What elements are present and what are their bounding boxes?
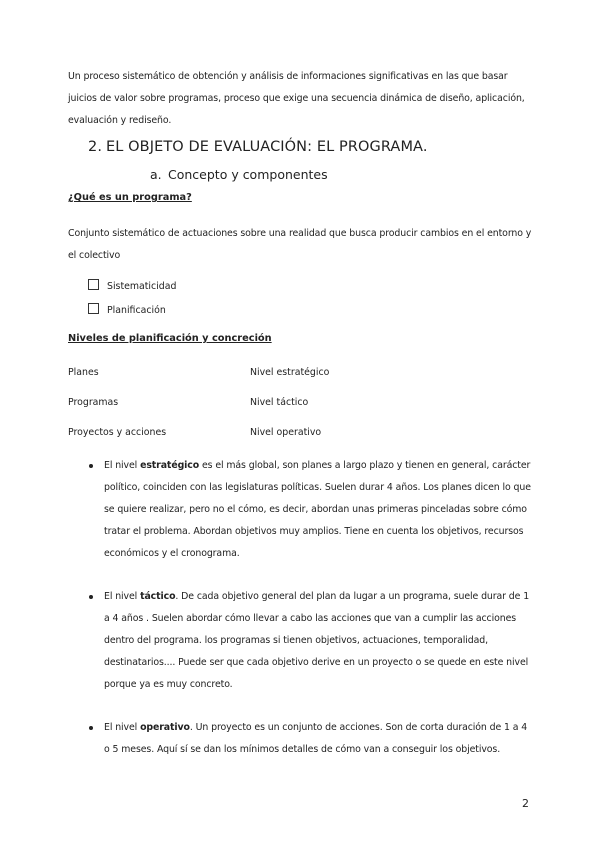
bullet-dot-icon	[89, 595, 93, 599]
levels-row	[68, 397, 309, 408]
levels-row	[68, 427, 322, 438]
levels-value: Nivel estratégico	[250, 367, 330, 378]
checklist-label: Sistematicidad	[107, 281, 177, 292]
subsection-heading	[150, 167, 328, 182]
bullet-text: . De cada objetivo general del plan da lugar a un programa, suele durar de 1 a 4 años . Suelen abordar cómo llevar a cabo las acciones que van a cumplir las acciones dentro del programa. los programas si tienen objetivos, actuaciones, temporalidad, destinatarios.... Puede ser que cada objetivo derive en un proyecto o se quede en este nivel porque ya es muy concreto.	[104, 591, 530, 690]
checkbox-icon[interactable]	[88, 279, 99, 290]
subsection-title: Concepto y componentes	[168, 167, 328, 182]
bullet-list	[104, 455, 534, 782]
page-number: 2	[522, 797, 529, 810]
bullet-item	[104, 455, 534, 565]
checkbox-icon[interactable]	[88, 303, 99, 314]
bullet-bold: estratégico	[140, 460, 200, 471]
bullet-item	[104, 586, 534, 696]
levels-value: Nivel táctico	[250, 397, 309, 408]
bullet-text: El nivel	[104, 591, 141, 602]
bullet-item	[104, 717, 534, 761]
intro-paragraph: Un proceso sistemático de obtención y análisis de informaciones significativas en las que basar juicios de valor sobre programas, proceso que exige una secuencia dinámica de diseño, aplicación, evaluación y rediseño.	[68, 71, 525, 126]
section-title: EL OBJETO DE EVALUACIÓN: EL PROGRAMA.	[106, 139, 428, 155]
bullet-bold: táctico	[140, 591, 176, 602]
bullet-text: es el más global, son planes a largo plazo y tienen en general, carácter político, coinciden con las legislaturas políticas. Suelen durar 4 años. Los planes dicen lo que se quiere realizar, pero no el cómo, es decir, abordan unas primeras pinceladas sobre cómo tratar el problema. Abordan objetivos muy amplios. Tiene en cuenta los objetivos, recursos económicos y el cronograma.	[104, 460, 531, 559]
bullet-dot-icon	[89, 464, 93, 468]
levels-name: Proyectos y acciones	[68, 427, 167, 438]
checklist-item	[88, 303, 166, 318]
levels-name: Planes	[68, 367, 99, 378]
levels-heading: Niveles de planificación y concreción	[68, 333, 272, 344]
checklist-item	[88, 279, 176, 294]
levels-name: Programas	[68, 397, 119, 408]
levels-row	[68, 367, 330, 378]
section-heading	[88, 139, 428, 155]
section-number: 2.	[88, 139, 103, 155]
levels-value: Nivel operativo	[250, 427, 322, 438]
bullet-bold: operativo	[140, 722, 190, 733]
bullet-text: El nivel	[104, 460, 141, 471]
bullet-dot-icon	[89, 726, 93, 730]
subsection-number: a.	[150, 167, 162, 182]
checklist-label: Planificación	[107, 305, 166, 316]
bullet-text: El nivel	[104, 722, 141, 733]
definition-paragraph: Conjunto sistemático de actuaciones sobre una realidad que busca producir cambios en el entorno y el colectivo	[68, 228, 532, 261]
question-heading: ¿Qué es un programa?	[68, 192, 192, 203]
bullet-text: . Un proyecto es un conjunto de acciones. Son de corta duración de 1 a 4 o 5 meses. Aquí sí se dan los mínimos detalles de cómo van a conseguir los objetivos.	[104, 722, 528, 755]
